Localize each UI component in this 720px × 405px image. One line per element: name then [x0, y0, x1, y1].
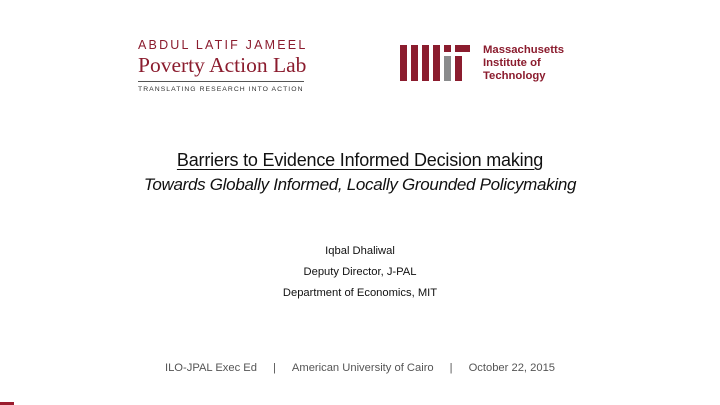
jpal-logo-top-line: ABDUL LATIF JAMEEL — [138, 38, 308, 52]
author-role: Deputy Director, J-PAL — [303, 266, 417, 278]
mit-logo-name-line: Massachusetts — [483, 44, 564, 56]
jpal-logo-rule — [138, 81, 304, 82]
footer-date: October 22, 2015 — [468, 362, 556, 374]
author-block — [0, 241, 720, 304]
slide-footer — [0, 362, 720, 374]
slide-title: Barriers to Evidence Informed Decision making — [176, 150, 544, 170]
jpal-logo-tagline: TRANSLATING RESEARCH INTO ACTION — [138, 86, 304, 93]
mit-logo-name-line: Technology — [483, 70, 546, 82]
slide-subtitle: Towards Globally Informed, Locally Grounded Policymaking — [143, 175, 577, 194]
mit-logo-name-line: Institute of — [483, 57, 541, 69]
mit-logo-name — [483, 44, 564, 83]
jpal-logo-main-line: Poverty Action Lab — [138, 53, 307, 77]
author-name: Iqbal Dhaliwal — [325, 245, 395, 257]
footer-separator: | — [449, 362, 453, 374]
footer-separator: | — [273, 362, 276, 374]
footer-venue: American University of Cairo — [291, 362, 434, 374]
mit-logo — [400, 44, 575, 86]
footer-event: ILO-JPAL Exec Ed — [164, 362, 257, 374]
author-affiliation: Department of Economics, MIT — [282, 287, 438, 299]
jpal-logo — [138, 38, 308, 93]
mit-logo-mark-icon — [400, 45, 470, 81]
